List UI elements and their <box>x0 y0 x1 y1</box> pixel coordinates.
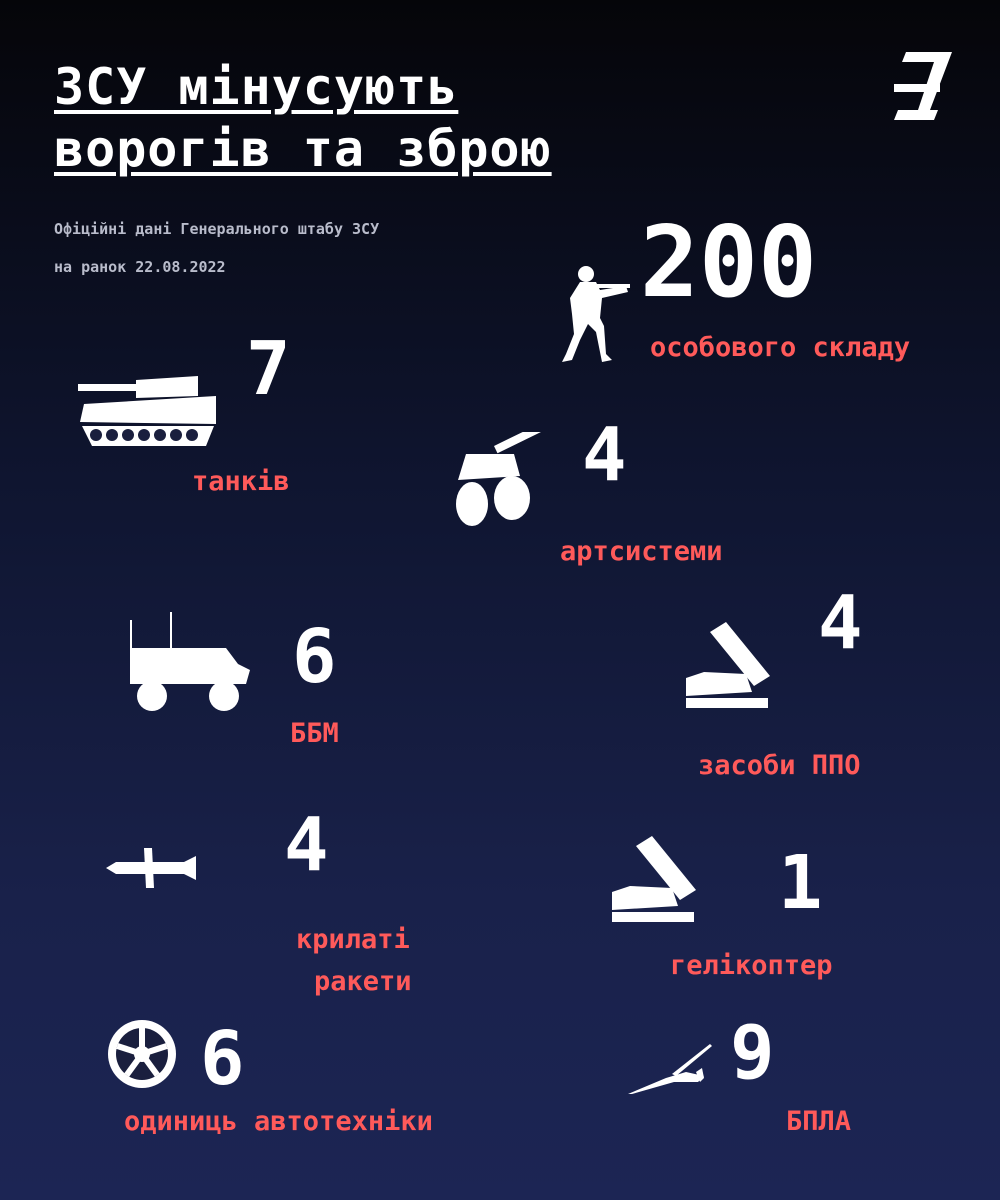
soldier-icon <box>556 262 632 364</box>
rocket-launcher-icon <box>684 620 774 712</box>
cruise-missiles-label-line-2: ракети <box>314 966 412 997</box>
personnel-value: 200 <box>640 206 818 320</box>
wheel-icon <box>106 1018 178 1090</box>
air-defense-label: засоби ППО <box>698 750 861 781</box>
page-title <box>54 56 552 180</box>
apc-label: ББМ <box>290 718 339 749</box>
vehicles-label: одиниць автотехніки <box>124 1106 433 1137</box>
source-line-1: Офіційні дані Генерального штабу ЗСУ <box>54 220 380 238</box>
cruise-missiles-label-line-1: крилаті <box>296 924 410 955</box>
rocket-launcher-icon <box>610 834 700 926</box>
armored-vehicle-icon <box>126 612 252 712</box>
helicopters-label: гелікоптер <box>670 950 833 981</box>
helicopters-value: 1 <box>778 840 823 926</box>
apc-value: 6 <box>292 614 337 700</box>
source-date: на ранок 22.08.2022 <box>54 258 226 276</box>
title-line-2: ворогів та зброю <box>54 120 552 178</box>
artillery-value: 4 <box>582 412 627 498</box>
vehicles-value: 6 <box>200 1016 245 1102</box>
air-defense-value: 4 <box>818 580 863 666</box>
personnel-label: особового складу <box>650 332 911 363</box>
z-brand-logo-icon <box>890 48 954 124</box>
howitzer-icon <box>454 432 556 528</box>
tanks-label: танків <box>192 466 290 497</box>
title-line-1: ЗСУ мінусують <box>54 58 459 116</box>
cruise-missile-icon <box>104 846 198 890</box>
cruise-missiles-value: 4 <box>284 802 329 888</box>
tanks-value: 7 <box>246 326 291 412</box>
uav-label: БПЛА <box>786 1106 852 1137</box>
glider-drone-icon <box>626 1042 714 1096</box>
tank-icon <box>78 374 218 448</box>
uav-value: 9 <box>730 1010 775 1096</box>
artillery-label: артсистеми <box>560 536 723 567</box>
